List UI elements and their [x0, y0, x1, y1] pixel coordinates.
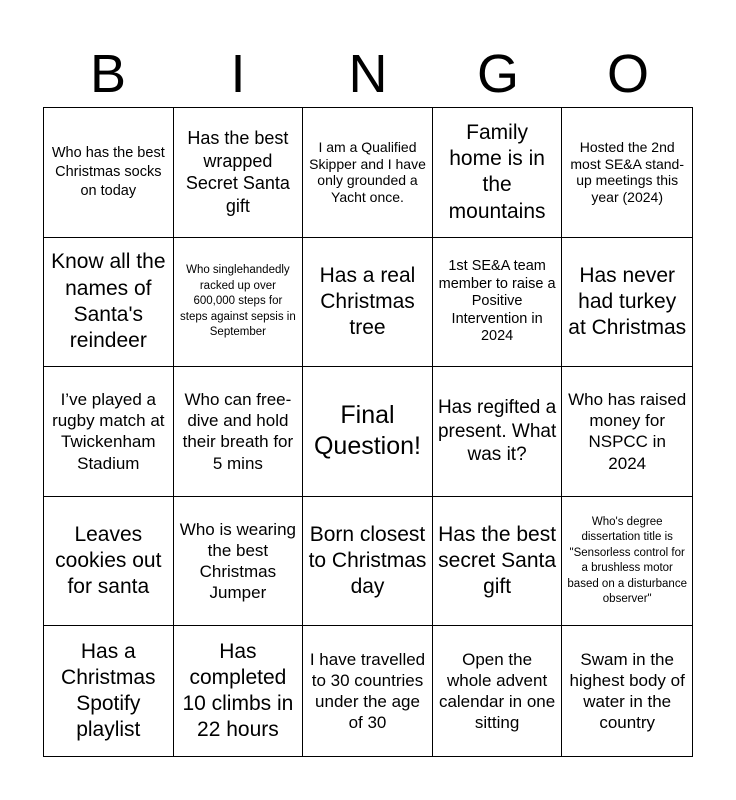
bingo-cell-r1c4[interactable]: Family home is in the mountains	[433, 108, 563, 238]
bingo-cell-r2c4[interactable]: 1st SE&A team member to raise a Positive Intervention in 2024	[433, 238, 563, 368]
bingo-cell-r5c4[interactable]: Open the whole advent calendar in one sitting	[433, 626, 563, 756]
bingo-grid	[43, 107, 693, 757]
bingo-cell-r1c3[interactable]: I am a Qualified Skipper and I have only grounded a Yacht once.	[303, 108, 433, 238]
bingo-cell-r3c4[interactable]: Has regifted a present. What was it?	[433, 367, 563, 497]
bingo-cell-r5c1[interactable]: Has a Christmas Spotify playlist	[44, 626, 174, 756]
header-letter-b: B	[89, 44, 127, 104]
bingo-cell-r1c5[interactable]: Hosted the 2nd most SE&A stand-up meetings this year (2024)	[562, 108, 692, 238]
bingo-cell-r5c2[interactable]: Has completed 10 climbs in 22 hours	[174, 626, 304, 756]
bingo-cell-r1c2[interactable]: Has the best wrapped Secret Santa gift	[174, 108, 304, 238]
bingo-cell-r4c4[interactable]: Has the best secret Santa gift	[433, 497, 563, 627]
bingo-cell-r3c5[interactable]: Who has raised money for NSPCC in 2024	[562, 367, 692, 497]
bingo-cell-r4c2[interactable]: Who is wearing the best Christmas Jumper	[174, 497, 304, 627]
header-letter-o: O	[606, 44, 649, 104]
header-letter-i: I	[230, 44, 246, 104]
bingo-cell-r3c2[interactable]: Who can free-dive and hold their breath for 5 mins	[174, 367, 304, 497]
bingo-cell-r1c1[interactable]: Who has the best Christmas socks on today	[44, 108, 174, 238]
header-letter-n: N	[348, 44, 388, 104]
bingo-cell-r5c5[interactable]: Swam in the highest body of water in the country	[569, 649, 685, 733]
bingo-cell-r4c5[interactable]: Who's degree dissertation title is "Sensorless control for a brushless motor based on a disturbance observer"	[562, 497, 692, 627]
bingo-cell-r3c1[interactable]: I’ve played a rugby match at Twickenham Stadium	[44, 367, 174, 497]
bingo-cell-r3c3[interactable]: Final Question!	[303, 367, 433, 497]
bingo-cell-r2c2[interactable]: Who singlehandedly racked up over 600,000 steps for steps against sepsis in September	[174, 238, 304, 368]
bingo-cell-r5c3[interactable]: I have travelled to 30 countries under the age of 30	[303, 626, 433, 756]
bingo-cell-r4c1[interactable]: Leaves cookies out for santa	[44, 497, 174, 627]
bingo-header	[43, 40, 693, 108]
bingo-cell-r2c5[interactable]: Has never had turkey at Christmas	[562, 238, 692, 368]
bingo-cell-r4c3[interactable]: Born closest to Christmas day	[303, 497, 433, 627]
bingo-cell-r2c3[interactable]: Has a real Christmas tree	[303, 238, 433, 368]
header-letter-g: G	[476, 44, 519, 104]
bingo-cell-r2c1[interactable]: Know all the names of Santa's reindeer	[44, 238, 174, 368]
